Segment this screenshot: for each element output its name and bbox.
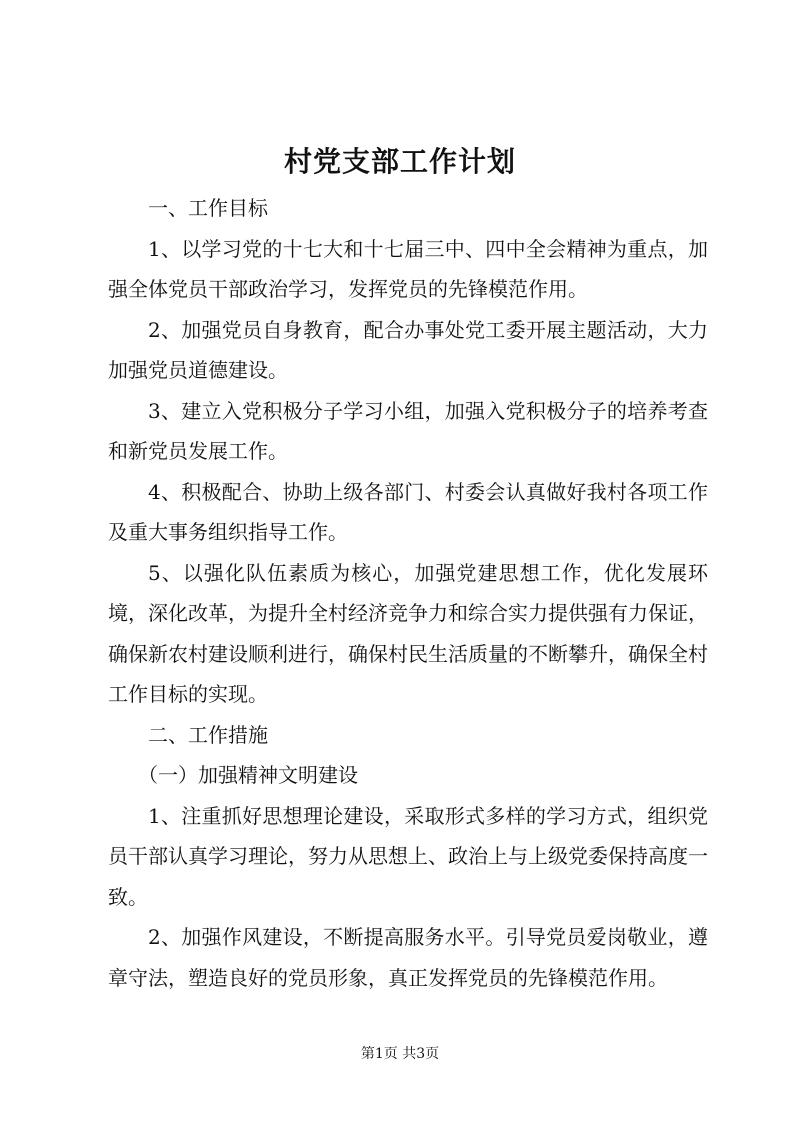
section-heading-goals: 一、工作目标 [148, 196, 268, 220]
page-footer: 第1页 共3页 [360, 1046, 440, 1062]
subsection-heading: （一）加强精神文明建设 [138, 763, 358, 787]
paragraph-goal-2: 2、加强党员自身教育，配合办事处党工委开展主题活动，大力加强党员道德建设。 [108, 317, 708, 382]
section-heading-measures: 二、工作措施 [148, 722, 268, 747]
paragraph-measure-2: 2、加强作风建设，不断提高服务水平。引导党员爱岗敬业，遵章守法，塑造良好的党员形象，真正发挥党员的先锋模范作用。 [108, 925, 708, 990]
paragraph-goal-4: 4、积极配合、协助上级各部门、村委会认真做好我村各项工作及重大事务组织指导工作。 [108, 479, 708, 544]
paragraph-goal-3: 3、建立入党积极分子学习小组，加强入党积极分子的培养考查和新党员发展工作。 [108, 398, 708, 463]
paragraph-measure-1: 1、注重抓好思想理论建设，采取形式多样的学习方式，组织党员干部认真学习理论，努力从思想上、政治上与上级党委保持高度一致。 [108, 803, 708, 909]
document-body [108, 188, 708, 998]
paragraph-goal-5: 5、以强化队伍素质为核心，加强党建思想工作，优化发展环境，深化改革，为提升全村经济竞争力和综合实力提供强有力保证，确保新农村建设顺利进行，确保村民生活质量的不断攀升，确保全村工作目标的实现。 [108, 560, 708, 706]
document-title: 村党支部工作计划 [283, 145, 516, 178]
paragraph-goal-1: 1、以学习党的十七大和十七届三中、四中全会精神为重点，加强全体党员干部政治学习，发挥党员的先锋模范作用。 [108, 236, 708, 301]
